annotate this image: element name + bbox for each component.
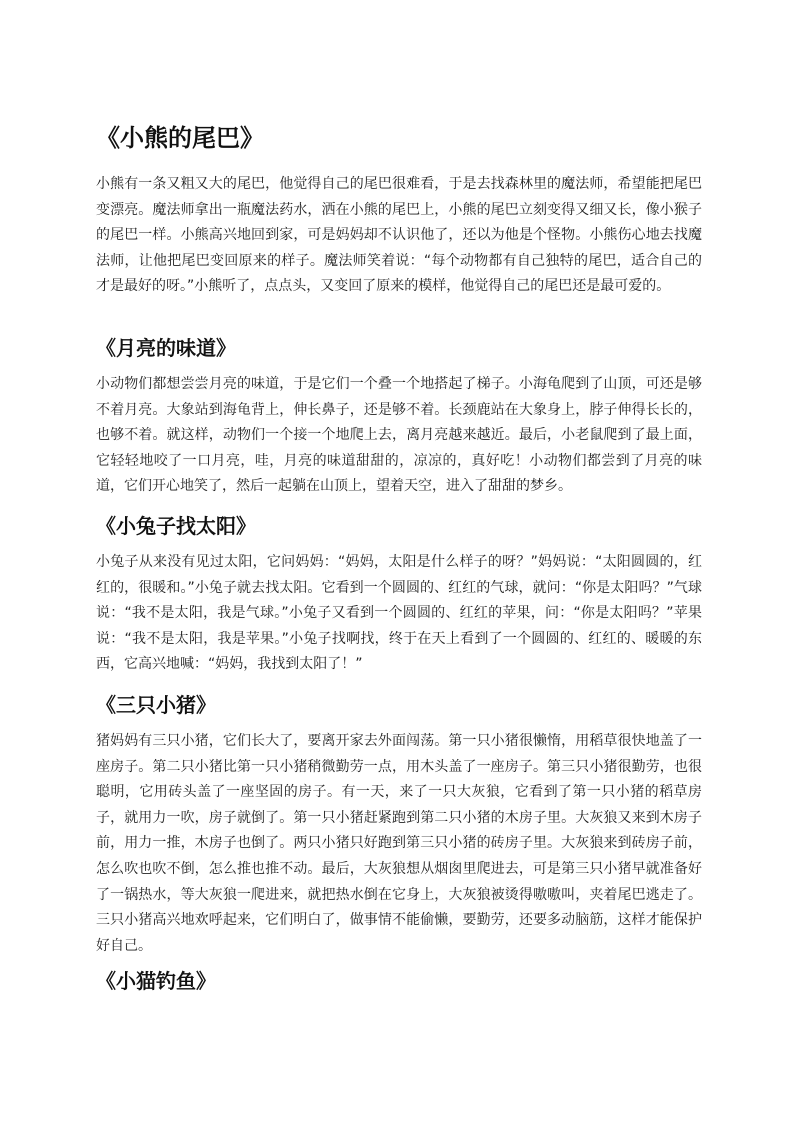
- story-bear-tail: [96, 118, 702, 300]
- story-title: 《小熊的尾巴》: [96, 124, 264, 152]
- story-body: 猪妈妈有三只小猪，它们长大了，要离开家去外面闯荡。第一只小猪很懒惰，用稻草很快地盖了一座房子。第二只小猪比第一只小猪稍微勤劳一点，用木头盖了一座房子。第三只小猪很勤劳，也很聪明，它用砖头盖了一座坚固的房子。有一天，来了一只大灰狼，它看到了第一只小猪的稻草房子，就用力一吹，房子就倒了。第一只小猪赶紧跑到第二只小猪的木房子里。大灰狼又来到木房子前，用力一推，木房子也倒了。两只小猪只好跑到第三只小猪的砖房子里。大灰狼来到砖房子前，怎么吹也吹不倒，怎么推也推不动。最后，大灰狼想从烟囱里爬进去，可是第三只小猪早就准备好了一锅热水，等大灰狼一爬进来，就把热水倒在它身上，大灰狼被烫得嗷嗷叫，夹着尾巴逃走了。三只小猪高兴地欢呼起来，它们明白了，做事情不能偷懒，要勤劳，还要多动脑筋，这样才能保护好自己。: [96, 733, 702, 954]
- story-body: 小动物们都想尝尝月亮的味道，于是它们一个叠一个地搭起了梯子。小海龟爬到了山顶，可还是够不着月亮。大象站到海龟背上，伸长鼻子，还是够不着。长颈鹿站在大象身上，脖子伸得长长的，也够不着。就这样，动物们一个接一个地爬上去，离月亮越来越近。最后，小老鼠爬到了最上面，它轻轻地咬了一口月亮，哇，月亮的味道甜甜的，凉凉的，真好吃！小动物们都尝到了月亮的味道，它们开心地笑了，然后一起躺在山顶上，望着天空，进入了甜甜的梦乡。: [96, 376, 702, 495]
- story-body: 小兔子从来没有见过太阳，它问妈妈：“妈妈，太阳是什么样子的呀？”妈妈说：“太阳圆圆的，红红的，很暖和。”小兔子就去找太阳。它看到一个圆圆的、红红的气球，就问：“你是太阳吗？”气球说：“我不是太阳，我是气球。”小兔子又看到一个圆圆的、红红的苹果，问：“你是太阳吗？”苹果说：“我不是太阳，我是苹果。”小兔子找啊找，终于在天上看到了一个圆圆的、红红的、暖暖的东西，它高兴地喊：“妈妈，我找到太阳了！”: [96, 554, 702, 673]
- story-rabbit-sun: [96, 510, 702, 678]
- story-body: 小熊有一条又粗又大的尾巴，他觉得自己的尾巴很难看，于是去找森林里的魔法师，希望能把尾巴变漂亮。魔法师拿出一瓶魔法药水，洒在小熊的尾巴上，小熊的尾巴立刻变得又细又长，像小猴子的尾巴一样。小熊高兴地回到家，可是妈妈却不认识他了，还以为他是个怪物。小熊伤心地去找魔法师，让他把尾巴变回原来的样子。魔法师笑着说：“每个动物都有自己独特的尾巴，适合自己的才是最好的呀。”小熊听了，点点头，又变回了原来的模样，他觉得自己的尾巴还是最可爱的。: [96, 176, 702, 295]
- story-title: 《三只小猪》: [96, 693, 216, 717]
- story-moon-taste: [96, 332, 702, 500]
- story-title: 《小猫钓鱼》: [96, 969, 216, 993]
- story-three-pigs: [96, 689, 702, 959]
- story-title: 《月亮的味道》: [96, 336, 236, 360]
- story-kitten-fishing: [96, 965, 216, 997]
- story-title: 《小兔子找太阳》: [96, 514, 256, 538]
